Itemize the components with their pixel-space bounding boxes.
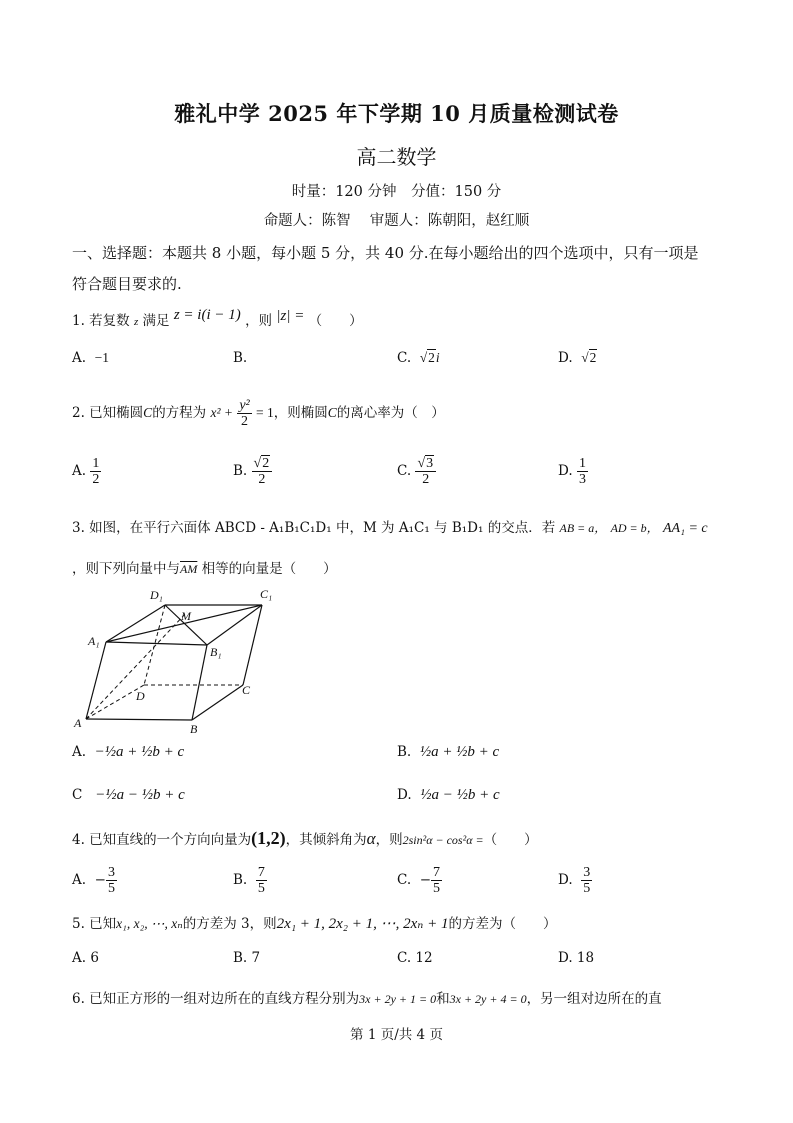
q1-b-label: B. [233,350,248,366]
q1-c-radicand: 2 [428,350,435,365]
q2-option-a [72,456,101,487]
q4-expression: 2sin²α − cos²α = [402,833,484,847]
label-d: D [136,689,145,703]
q2-mid: 的方程为 [152,405,207,421]
q2-fraction [237,398,251,429]
q6-eq2: 3x + 2y + 4 = 0 [449,992,527,1006]
q2-b-label: B. [233,463,248,479]
q4-d-d: 5 [583,881,591,896]
label-c: C [242,683,251,697]
q4-d-frac [581,865,592,896]
q1-d-label: D. [558,350,573,366]
question-6 [72,987,662,1007]
q2-option-d [558,456,588,487]
question-4 [72,828,538,849]
q3-c-label: C [72,787,83,803]
q4-a-d: 5 [107,881,115,896]
label-b: B [190,722,198,736]
q4-a-frac [106,865,117,896]
time-score: 时量：120 分钟 分值：150 分 [291,184,502,200]
section-intro-line1: 一、选择题：本题共 8 小题，每小题 5 分，共 40 分.在每小题给出的四个选项中，只有一项是 [72,244,699,262]
q3-line2-post: 相等的向量是（ ） [201,561,337,577]
q1-option-d [558,350,597,366]
q4-b-frac [256,865,267,896]
q2-d-n: 1 [578,456,586,471]
q3-a-label: A. [72,744,87,760]
q2-c-frac [415,456,436,487]
q1-var: z [133,316,139,328]
q5-tail: 的方差为（ ） [448,916,557,932]
q4-c-frac [431,865,442,896]
label-m: M [181,609,191,623]
q1-mid2: ，则 [245,313,273,329]
q2-b-frac [252,456,273,487]
label-b1: B₁ [210,645,222,659]
label-c1: C₁ [260,587,273,601]
q2-eq-right: = 1 [256,405,274,420]
q1-c-tail: i [435,350,440,365]
q2-a-label: A. [72,463,87,479]
q1-prefix: 1. 若复数 [72,313,130,329]
q6-prefix: 6. 已知正方形的一组对边所在的直线方程分别为 [72,991,360,1007]
q1-d-sqrt: √2 [581,350,597,365]
q2-b-rad: 2 [262,456,270,471]
q2-a-frac [90,456,101,487]
q3-option-a [72,744,184,761]
q3-a-text: −½a + ½b + c [94,744,185,760]
q4-option-a [72,865,117,896]
label-a: A [74,716,82,730]
question-2 [72,398,445,429]
q4-c-d: 5 [433,881,441,896]
q4-c-n: 7 [433,865,441,880]
hidden-d1-d [144,605,165,685]
q2-a-n: 1 [92,456,100,471]
q3-d-text: ½a − ½b + c [420,787,500,803]
q3-c-text: −½a − ½b + c [95,787,185,803]
edge-a1-a [86,642,106,719]
q5-prefix: 5. 已知 [72,916,117,932]
q5-option-b: B. 7 [233,950,261,966]
q4-d-n: 3 [583,865,591,880]
q3-b-label: B. [397,744,412,760]
q2-mid2: ，则椭圆 [273,405,328,421]
q4-b-d: 5 [257,881,265,896]
q4-alpha: α [366,829,376,848]
section-intro-line2: 符合题目要求的. [72,275,182,293]
edge-b1-b [192,645,207,720]
q4-b-label: B. [233,872,248,888]
q4-c-label: C. [397,872,412,888]
q2-c-label: C. [397,463,412,479]
q2-b-n: √2 [252,456,273,472]
q3-parallelepiped-figure [72,585,287,740]
edge-a1-b1 [106,642,207,645]
q2-option-b [233,456,272,487]
question-3-line2 [72,557,337,577]
q3-b-text: ½a + ½b + c [419,744,500,760]
q3-option-b [397,744,499,761]
q2-frac-n: y² [239,398,250,413]
q3-vec-aa1: AA₁ = c [662,521,708,536]
subject-title: 高二数学 [356,145,437,169]
q4-bracket: （ ） [483,832,538,848]
q1-equation: z = i(i − 1) [173,307,241,323]
q5-option-c: C. 12 [397,950,433,966]
q1-a-label: A. [72,350,87,366]
q3-d-label: D. [397,787,412,803]
q6-mid: 和 [436,991,450,1007]
q5-vars: x₁, x₂, ⋯, xₙ [116,916,183,931]
q4-option-d [558,865,592,896]
q4-prefix: 4. 已知直线的一个方向向量为 [72,832,252,848]
page-number: 第 1 页/共 4 页 [350,1027,443,1043]
q4-vector: (1,2) [251,828,286,848]
q4-option-c [397,865,442,896]
q1-c-label: C. [397,350,412,366]
q1-abs: |z| = [276,308,305,324]
q4-option-b [233,865,267,896]
q4-a-n: 3 [107,865,115,880]
q3-line2-pre: ，则下列向量中与 [72,561,180,577]
q2-d-label: D. [558,463,573,479]
q4-d-label: D. [558,872,573,888]
q3-vec-ad: AD = b， [610,521,659,535]
q2-c-n: √3 [415,456,436,472]
q2-a-d: 2 [92,472,100,487]
edge-b-c [192,685,243,720]
exam-title: 雅礼中学 2025 年下学期 10 月质量检测试卷 [174,101,619,126]
q4-c-sign: − [419,872,432,888]
label-a1: A₁ [88,634,100,648]
authors: 命题人：陈智 审题人：陈朝阳，赵红顺 [263,213,530,229]
q4-b-n: 7 [257,865,265,880]
edge-a1-d1 [106,605,165,642]
q5-expression: 2x₁ + 1, 2x₂ + 1, ⋯, 2xₙ + 1 [276,916,449,932]
q1-option-c [397,350,440,366]
q3-vec-ab: AB = a， [559,521,607,535]
q3-vec-am: $\overline{AM}$ [180,562,198,576]
edge-a-b [86,719,192,720]
q2-b-d: 2 [258,472,266,487]
q5-option-d: D. 18 [558,950,595,966]
question-5 [72,912,557,933]
q2-prefix: 2. 已知椭圆 [72,405,144,421]
question-3-line1 [72,516,708,537]
q2-c-d: 2 [422,472,430,487]
q5-option-a: A. 6 [72,950,99,966]
q4-mid: ，其倾斜角为 [285,832,367,848]
q2-c-rad: 3 [426,456,434,471]
q1-d-radicand: 2 [589,350,597,365]
q5-mid: 的方差为 3，则 [182,916,277,932]
q3-line1: 3. 如图，在平行六面体 ABCD - A₁B₁C₁D₁ 中，M 为 A₁C₁ 与 B₁D₁ 的交点．若 [72,520,556,536]
q2-frac-d: 2 [241,414,249,429]
q3-option-c [72,787,185,804]
q1-option-a [72,350,109,366]
q2-option-c [397,456,436,487]
q2-eq-left: x² + [210,405,234,420]
q1-option-b [233,350,247,366]
q4-a-label: A. [72,872,87,888]
q1-bracket: （ ） [308,313,363,329]
question-1 [72,309,363,330]
q2-d-frac [577,456,588,487]
q3-option-d [397,787,500,804]
q1-mid: 满足 [142,313,170,329]
q1-a-value: −1 [94,350,110,365]
q6-eq1: 3x + 2y + 1 = 0 [359,992,437,1006]
q2-d-d: 3 [578,472,586,487]
q6-tail: ，另一组对边所在的直 [526,991,662,1007]
q2-tail: 的离心率为（ ） [336,405,445,421]
q4-mid2: ，则 [375,832,403,848]
q4-a-sign: − [94,872,106,888]
q1-c-sqrt: √2 [419,350,435,365]
q2-c2: C [327,405,337,420]
label-d1: D₁ [150,588,163,602]
q2-c1: C [143,405,153,420]
